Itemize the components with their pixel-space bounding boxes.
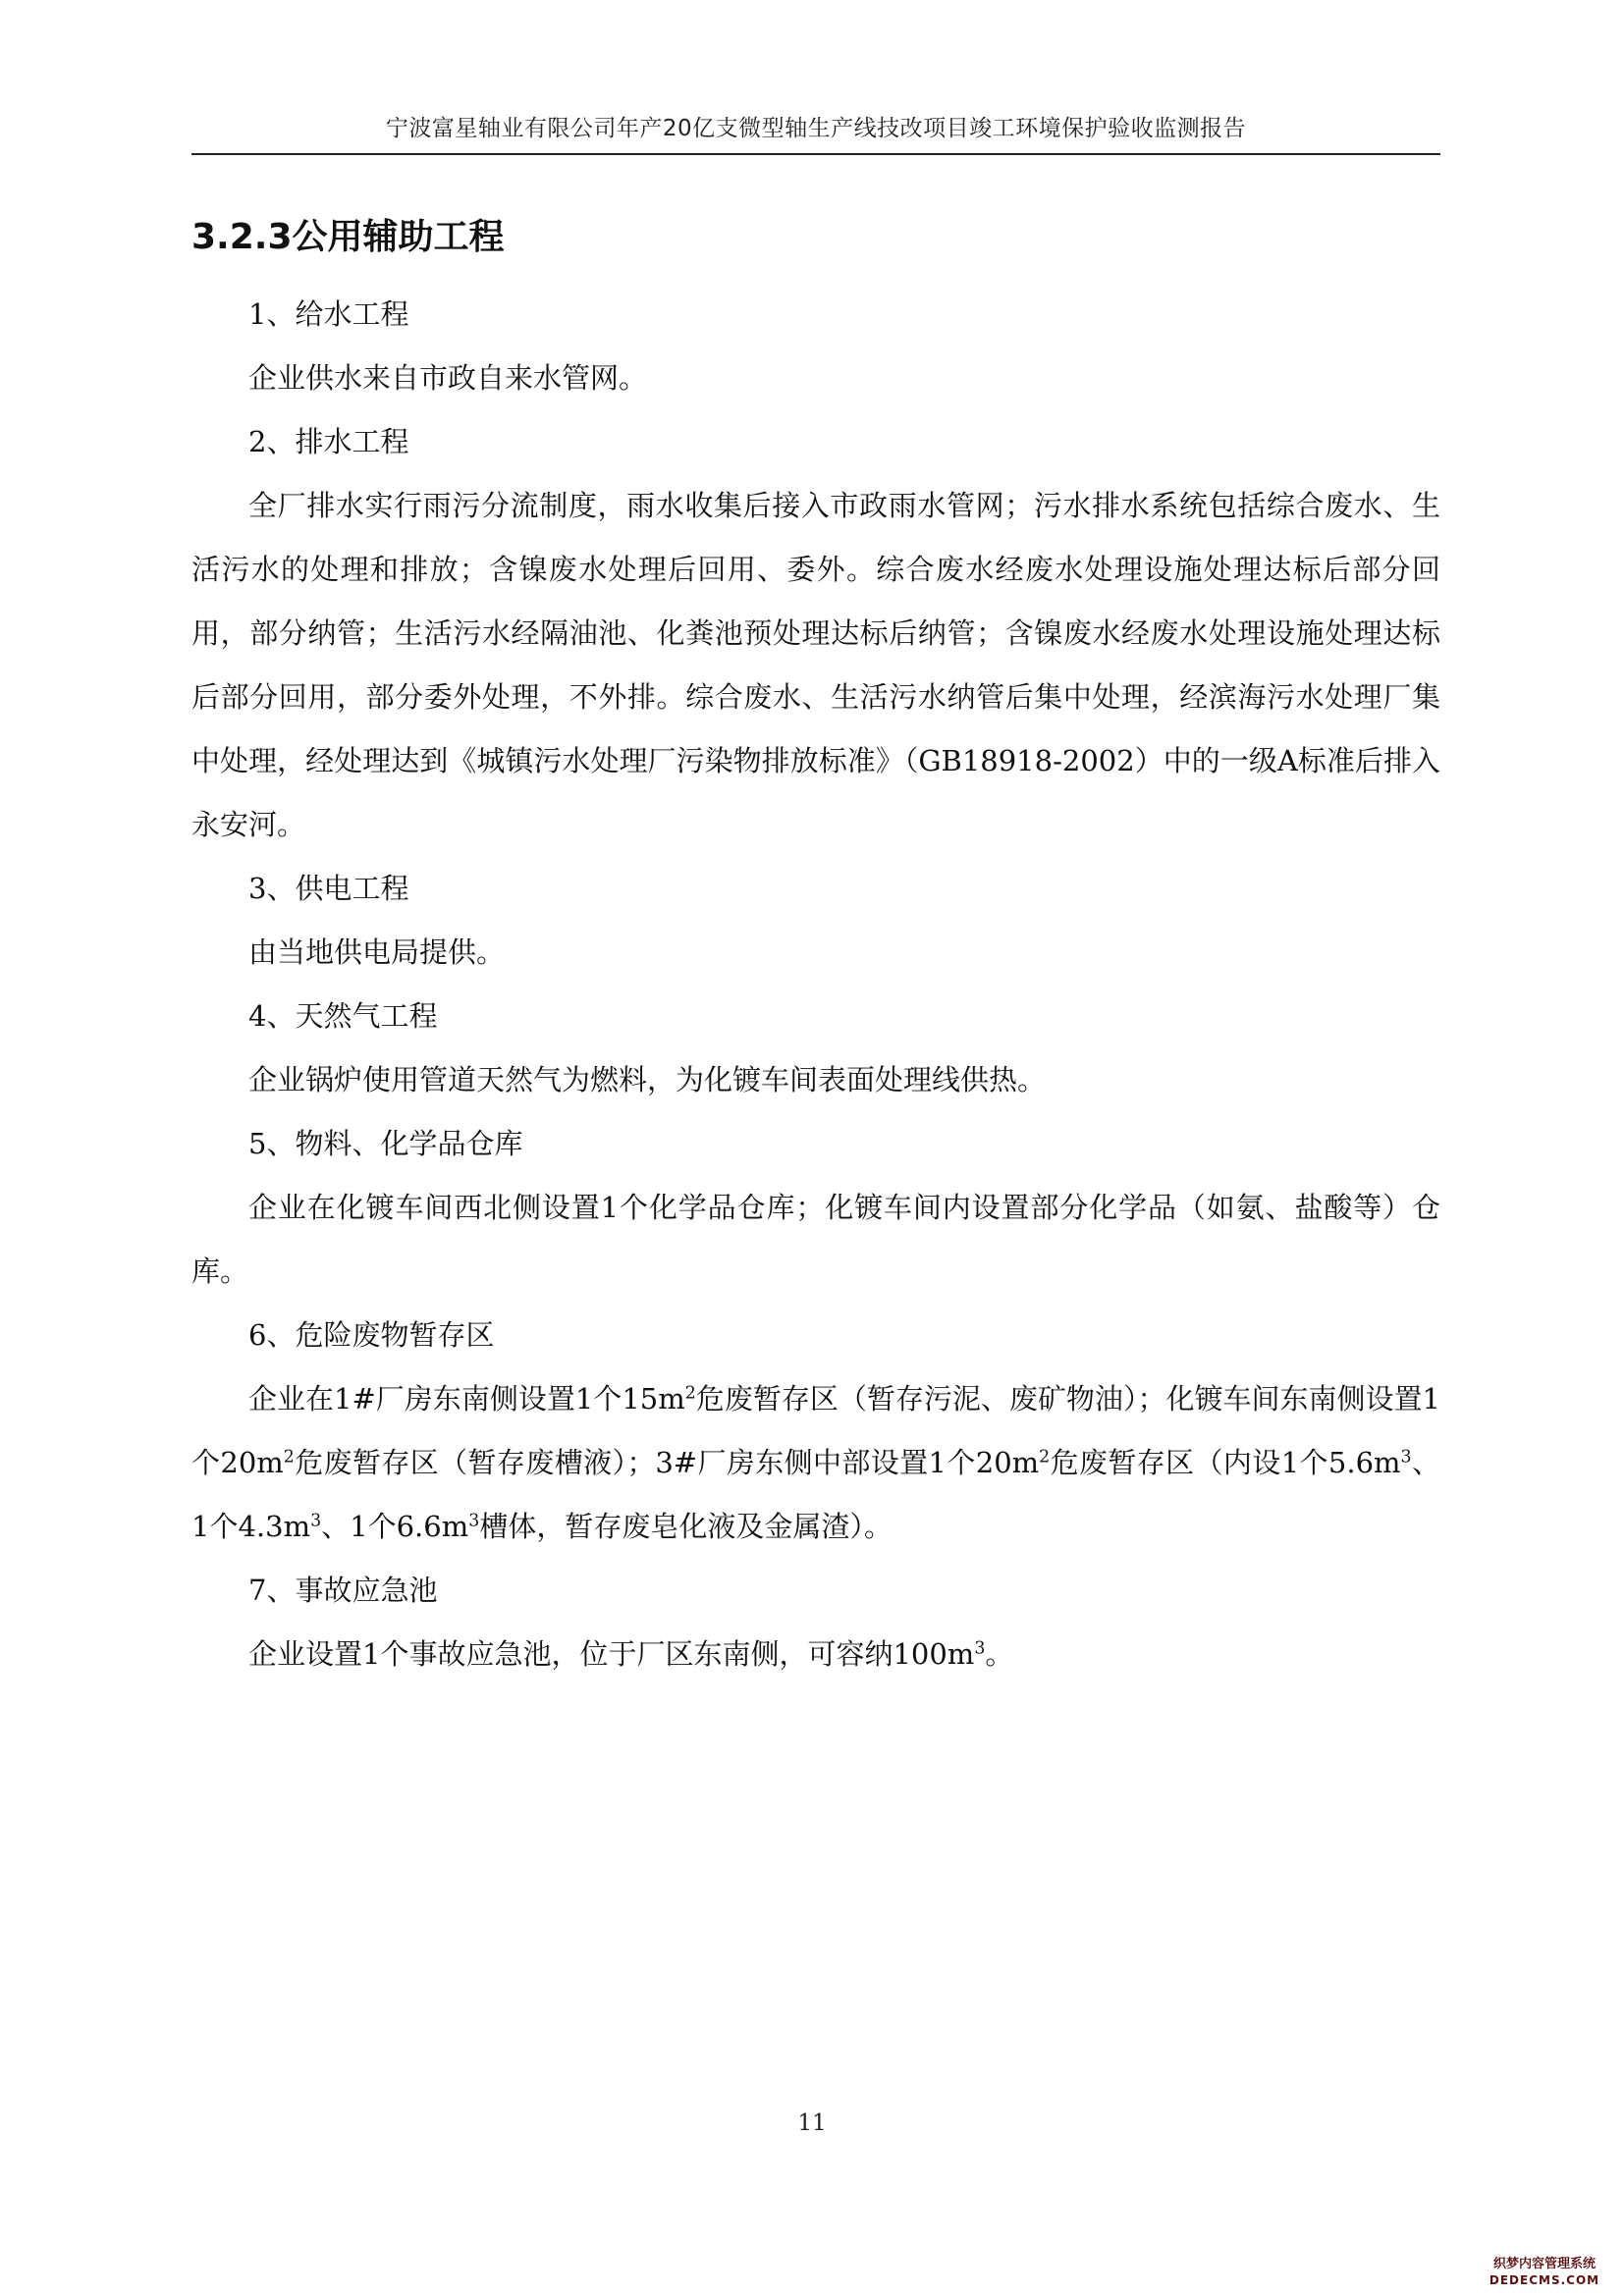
watermark-en-text: DEDECMS.COM (1489, 2273, 1600, 2287)
item-body-warehouse: 企业在化镀车间西北侧设置1个化学品仓库；化镀车间内设置部分化学品（如氨、盐酸等）仓库。 (191, 1191, 1440, 1288)
item-body-drainage: 全厂排水实行雨污分流制度，雨水收集后接入市政雨水管网；污水排水系统包括综合废水、生活污水的处理和排放；含镍废水处理后回用、委外。综合废水经废水处理设施处理达标后部分回用，部分纳管；生活污水经隔油池、化粪池预处理达标后纳管；含镍废水经废水处理设施处理达标后部分回用，部分委外处理，不外排。综合废水、生活污水纳管后集中处理，经滨海污水处理厂集中处理，经处理达到《城镇污水处理厂污染物排放标准》（GB18918-2002）中的一级A标准后排入永安河。 (191, 489, 1440, 841)
text-segment: 企业设置1个事故应急池，位于厂区东南侧，可容纳100m (248, 1637, 975, 1671)
section-title: 3.2.3公用辅助工程 (191, 217, 505, 257)
page-number: 11 (797, 2110, 827, 2136)
watermark-logo (1471, 2257, 1618, 2288)
text-segment: 危废暂存区（内设1个5.6m (1050, 1446, 1401, 1479)
item-heading-warehouse: 5、物料、化学品仓库 (248, 1127, 523, 1160)
superscript: 3 (1400, 1447, 1412, 1468)
superscript: 2 (684, 1383, 696, 1404)
item-heading-hazardous: 6、危险废物暂存区 (248, 1318, 495, 1352)
text-segment: 危废暂存区（暂存废槽液）；3#厂房东侧中部设置1个20m (294, 1446, 1040, 1479)
superscript: 3 (974, 1638, 986, 1659)
item-body-emergency (191, 1623, 1440, 1686)
text-segment: 危废暂存区（暂存污泥、废矿物油）；化镀车间东南侧设置1个20m (191, 1382, 1440, 1479)
text-segment: 企业在1#厂房东南侧设置1个15m (248, 1382, 685, 1415)
page-header: 宁波富星轴业有限公司年产20亿支微型轴生产线技改项目竣工环境保护验收监测报告 (191, 110, 1440, 155)
item-heading-emergency: 7、事故应急池 (248, 1574, 438, 1607)
item-body-power: 由当地供电局提供。 (248, 935, 506, 969)
item-body-hazardous (191, 1367, 1440, 1559)
text-segment: 、1个6.6m (321, 1510, 469, 1543)
item-heading-gas: 4、天然气工程 (248, 999, 438, 1033)
superscript: 3 (468, 1511, 480, 1531)
document-body (191, 283, 1440, 1686)
superscript: 2 (1039, 1447, 1051, 1468)
text-segment: 、1个4.3m (191, 1446, 1440, 1543)
superscript: 2 (283, 1447, 295, 1468)
text-segment: 槽体，暂存废皂化液及金属渣）。 (479, 1510, 893, 1543)
item-heading-drainage: 2、排水工程 (248, 425, 409, 458)
superscript: 3 (310, 1511, 322, 1531)
watermark-cn-text: 织梦内容管理系统 (1492, 2257, 1596, 2271)
item-heading-water-supply: 1、给水工程 (248, 297, 409, 331)
item-heading-power: 3、供电工程 (248, 872, 409, 905)
text-segment: 。 (985, 1637, 1014, 1671)
item-body-gas: 企业锅炉使用管道天然气为燃料，为化镀车间表面处理线供热。 (248, 1063, 1047, 1096)
item-body-water-supply: 企业供水来自市政自来水管网。 (248, 361, 648, 395)
